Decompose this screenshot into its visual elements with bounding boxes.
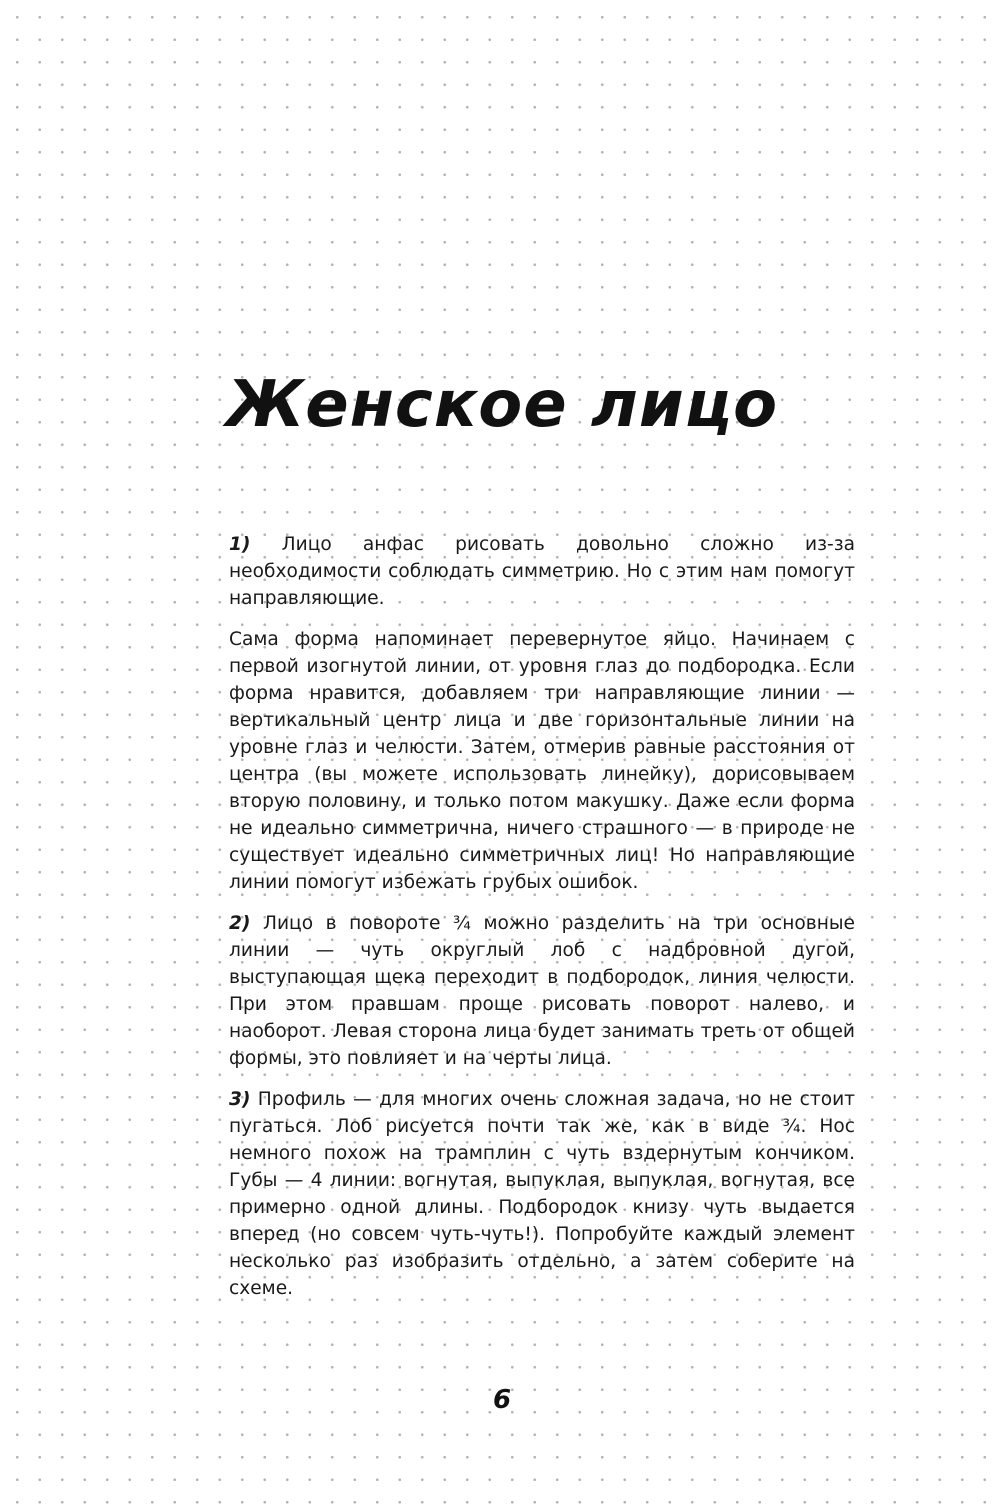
paragraph-number: 3) bbox=[229, 1089, 251, 1110]
paragraph-text: Профиль — для многих очень сложная задача, но не стоит пугаться. Лоб рисуется почти так же, как в виде ¾. Нос немного похож на трамплин с чуть вздернутым кончиком. Губы — 4 линии: вогнутая, выпуклая, выпуклая, вогнутая, все примерно одной длины. Подбородок книзу чуть выдается вперед (но совсем чуть-чуть!). Попробуйте каждый элемент несколько раз изобразить отдельно, а затем соберите на схеме. bbox=[229, 1089, 856, 1299]
paragraph-text: Лицо анфас рисовать довольно сложно из-за необходимости соблюдать симметрию. Но с этим нам помогут направляющие. bbox=[229, 534, 855, 609]
paragraph-text: Сама форма напоминает перевернутое яйцо. Начинаем с первой изогнутой линии, от уровня глаз до подбородка. Если форма нравится, добавляем три направляющие линии — вертикальный центр лица и две горизонтальные линии на уровне глаз и челюсти. Затем, отмерив равные расстояния от центра (вы можете использовать линейку), дорисовываем вторую половину, и только потом макушку. Даже если форма не идеально симметрична, ничего страшного — в природе не существует идеально симметричных лиц! Но направляющие линии помогут избежать грубых ошибок. bbox=[229, 629, 855, 893]
page-number: 6 bbox=[492, 1385, 512, 1415]
body-text bbox=[229, 531, 855, 1316]
paragraph-3 bbox=[229, 910, 855, 1072]
page-title: Женское лицо bbox=[225, 368, 779, 442]
paragraph-number: 2) bbox=[229, 913, 251, 934]
paragraph-1 bbox=[229, 531, 855, 612]
paragraph-text: Лицо в повороте ¾ можно разделить на три основные линии — чуть округлый лоб с надбровной дугой, выступающая щека переходит в подбородок, линия челюсти. При этом правшам проще рисовать поворот налево, и наоборот. Левая сторона лица будет занимать треть от общей формы, это повлияет и на черты лица. bbox=[229, 913, 855, 1069]
paragraph-number: 1) bbox=[229, 534, 251, 555]
paragraph-4 bbox=[229, 1086, 855, 1302]
paragraph-2 bbox=[229, 626, 855, 896]
